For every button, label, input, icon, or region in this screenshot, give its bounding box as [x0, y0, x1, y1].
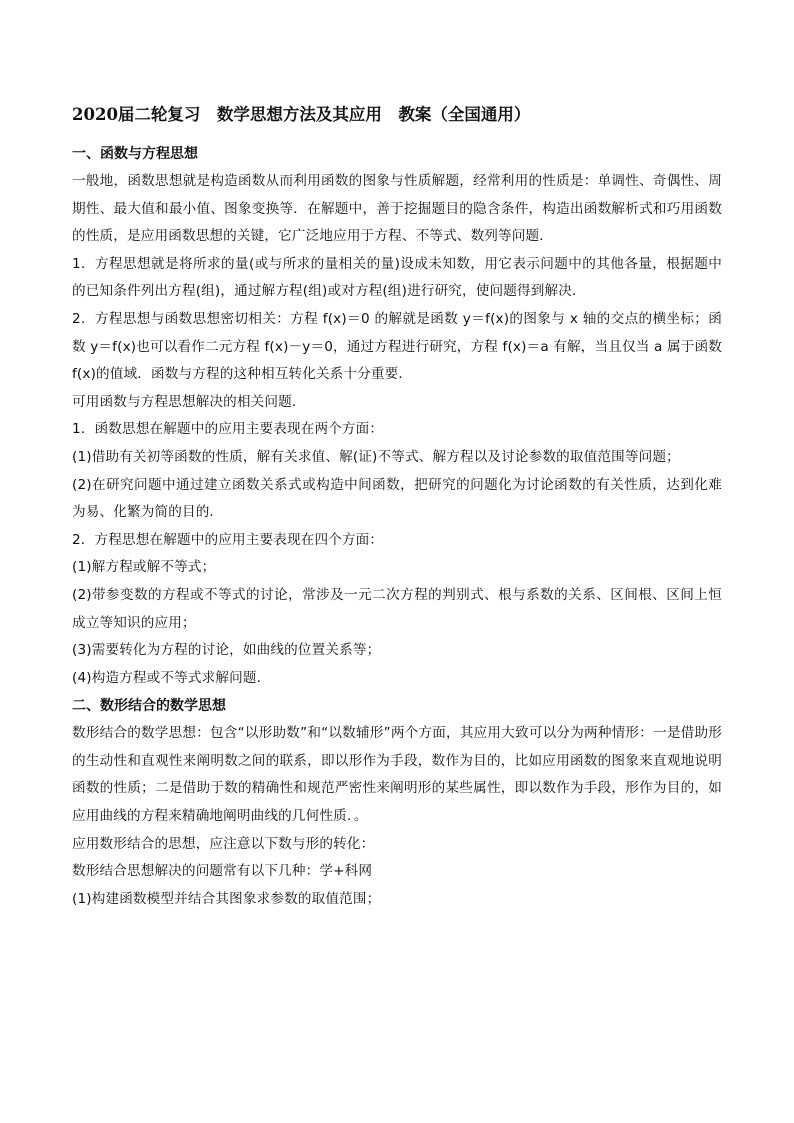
- paragraph: 1．方程思想就是将所求的量(或与所求的量相关的量)设成未知数，用它表示问题中的其他各量，根据题中的已知条件列出方程(组)，通过解方程(组)或对方程(组)进行研究，使问题得到解决．: [72, 255, 722, 300]
- document-title: 2020届二轮复习 数学思想方法及其应用 教案（全国通用）: [72, 105, 531, 124]
- paragraph: 数形结合的数学思想：包含“以形助数”和“以数辅形”两个方面，其应用大致可以分为两种情形：一是借助形的生动性和直观性来阐明数之间的联系，即以形作为手段，数作为目的，比如应用函数的图象来直观地说明函数的性质；二是借助于数的精确性和规范严密性来阐明形的某些属性，即以数作为手段，形作为目的，如应用曲线的方程来精确地阐明曲线的几何性质．。: [72, 725, 722, 825]
- paragraph: 可用函数与方程思想解决的相关问题．: [72, 393, 306, 410]
- section-heading: 一、函数与方程思想: [72, 146, 198, 162]
- section-number-shape: [72, 692, 722, 913]
- paragraph: 2．方程思想在解题中的应用主要表现在四个方面：: [72, 531, 384, 548]
- paragraph: (1)构建函数模型并结合其图象求参数的取值范围；: [72, 890, 381, 907]
- paragraph: 数形结合思想解决的问题常有以下几种：学+科网: [72, 863, 373, 880]
- paragraph: (2)在研究问题中通过建立函数关系式或构造中间函数，把研究的问题化为讨论函数的有关性质，达到化难为易、化繁为简的目的．: [72, 476, 722, 521]
- document-page: [72, 102, 722, 913]
- paragraph: (4)构造方程或不等式求解问题．: [72, 669, 271, 686]
- paragraph: (2)带参变数的方程或不等式的讨论，常涉及一元二次方程的判别式、根与系数的关系、区间根、区间上恒成立等知识的应用；: [72, 586, 722, 631]
- paragraph: 1．函数思想在解题中的应用主要表现在两个方面：: [72, 421, 384, 438]
- paragraph: (1)解方程或解不等式；: [72, 559, 216, 576]
- paragraph: (1)借助有关初等函数的性质，解有关求值、解(证)不等式、解方程以及讨论参数的取值范围等问题；: [72, 448, 680, 465]
- paragraph: 一般地，函数思想就是构造函数从而利用函数的图象与性质解题，经常利用的性质是：单调性、奇偶性、周期性、最大值和最小值、图象变换等．在解题中，善于挖掘题目的隐含条件，构造出函数解析式和巧用函数的性质，是应用函数思想的关键，它广泛地应用于方程、不等式、数列等问题．: [72, 173, 722, 245]
- section-heading: 二、数形结合的数学思想: [72, 698, 226, 715]
- paragraph: (3)需要转化为方程的讨论，如曲线的位置关系等；: [72, 642, 381, 659]
- paragraph: 应用数形结合的思想，应注意以下数与形的转化：: [72, 835, 375, 852]
- section-function-equation: [72, 140, 722, 692]
- paragraph: 2．方程思想与函数思想密切相关：方程 f(x)＝0 的解就是函数 y＝f(x)的图象与 x 轴的交点的横坐标；函数 y＝f(x)也可以看作二元方程 f(x)－y＝0，通过方程进行研究，方程 f(x)＝a 有解，当且仅当 a 属于函数 f(x)的值域．函数与方程的这种相互转化关系十分重要．: [72, 310, 722, 383]
